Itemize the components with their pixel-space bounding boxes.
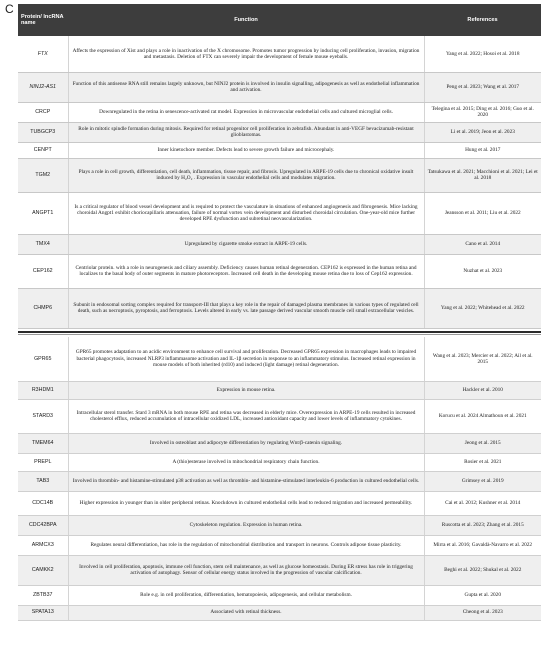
function-cell: Inner kinetochore member. Defects lead to severe growth failure and microcephaly. [68,142,424,158]
references-cell: Gupta et al. 2020 [424,585,541,605]
function-cell: Involved in osteoblast and adipocyte differentiation by regulating Wnt/β-catenin signaling. [68,433,424,453]
table-row [18,515,541,535]
gene-name-cell: CAMKK2 [18,555,68,585]
gene-name-cell: ARMCX3 [18,535,68,555]
function-cell: Cytoskeleton regulation. Expression in human retina. [68,515,424,535]
gene-name-cell: NINJ2-AS1 [18,72,68,102]
references-cell: Ruscotta et al. 2023; Zhang et al. 2015 [424,515,541,535]
gene-name-cell: ANGPT1 [18,192,68,234]
table-row [18,288,541,328]
function-cell: Involved in cell proliferation, apoptosis, immune cell function, stem cell maintenance, as well as glucose homeostasis. During ER stress has role in triggering activation of autophagy. Sensor of cellular energy status involved in the progression of vascular calcification. [68,555,424,585]
gene-function-table-2 [18,337,541,621]
gene-name-cell: GPR65 [18,337,68,381]
function-cell: Downregulated in the retina in senescence-activated rat model. Expression in microvascular endothelial cells and cultured microglial cells. [68,102,424,122]
gene-name-cell: CEP162 [18,254,68,288]
table-row [18,36,541,72]
references-cell: Jeansson et al. 2011; Liu et al. 2022 [424,192,541,234]
table-row [18,555,541,585]
gene-name-cell: ZBTB37 [18,585,68,605]
gene-name-cell: TMEM64 [18,433,68,453]
function-cell: Role in mitotic spindle formation during mitosis. Required for retinal progenitor cell proliferation in zebrafish. Abundant in anti-VEGF bevacizumab-resistant glioblastomas. [68,122,424,142]
table-row [18,585,541,605]
references-cell: Korucu et al. 2024 Almathoun et al. 2021 [424,399,541,433]
references-cell: Grimsey et al. 2019 [424,471,541,491]
references-cell: Tatsukawa et al. 2021; Macchioni et al. 2021; Lei et al. 2018 [424,158,541,192]
function-cell: A (thio)esterase involved in mitochondrial respiratory chain function. [68,453,424,471]
function-cell: Involved in thrombin- and histamine-stimulated p38 activation as well as thrombin- and histamine-stimulated interleukin-6 production in cultured endothelial cells. [68,471,424,491]
gene-name-cell: CENPT [18,142,68,158]
gene-name-cell: TAB3 [18,471,68,491]
table-2-top-rule-thin [18,334,541,335]
gene-name-cell: CHMP6 [18,288,68,328]
panel-label: C [5,2,14,16]
function-cell: Regulates neural differentiation, has role in the regulation of mitochondrial distribution and transport in neurons. Controls adipose tissue plasticity. [68,535,424,555]
gene-name-cell: STARD3 [18,399,68,433]
references-cell: Beghi et al. 2022; Shukal et al. 2022 [424,555,541,585]
table-row [18,337,541,381]
table-row [18,158,541,192]
references-cell: Jeong et al. 2015 [424,433,541,453]
table-row [18,381,541,399]
gene-name-cell: PREPL [18,453,68,471]
function-cell: Affects the expression of Xist and plays a role in inactivation of the X chromosome. Promotes tumor progression by inducing cell proliferation, invasion, migration and metastasis. Deletion of FTX can severely impair the development of female mouse eyeballs. [68,36,424,72]
header-name: Protein/ lncRNA name [18,4,68,36]
function-cell: Plays a role in cell growth, differentiation, cell death, inflammation, tissue repair, and fibrosis. Upregulated in ARPE-19 cells due to chronical oxidative insult induced by H₂O₂ . Expression in vascular endothelial cells and modulates migration. [68,158,424,192]
header-references: References [424,4,541,36]
gene-name-cell: R3HDM1 [18,381,68,399]
function-cell: Associated with retinal thickness. [68,605,424,620]
table-row [18,605,541,620]
table-row [18,433,541,453]
function-cell: GPR65 promotes adaptation to an acidic environment to enhance cell survival and proliferation. Decreased GPR65 expression in macrophages leads to impaired bacterial phagocytosis, increased NLRP3 inflammasome activation and IL-1β secretion in response to an inflammatory stimulus. Increased retinal expression in mouse models of both inherited (rd10) and induced (light damage) retinal degeneration. [68,337,424,381]
table-row [18,142,541,158]
gene-name-cell: FTX [18,36,68,72]
references-cell: Peng et al. 2023; Wang et al. 2017 [424,72,541,102]
references-cell: Cai et al. 2012; Kushner et al. 2014 [424,491,541,515]
table-header-row [18,4,541,36]
table-row [18,471,541,491]
function-cell: Subunit in endosomal sorting complex required for transport-III that plays a key role in the repair of damaged plasma membranes in various types of regulated cell death, such as necroptosis, pyroptosis, and ferroptosis. Levels altered in early vs. late passage derived vascular smooth muscle cell small extracellular vesicles. [68,288,424,328]
references-cell: Yang et al. 2022; Whitehead et al. 2022 [424,288,541,328]
references-cell: Wang et al. 2023; Mercier et al. 2022; Ail et al. 2015 [424,337,541,381]
table-row [18,192,541,234]
table-row [18,491,541,515]
gene-name-cell: TMX4 [18,234,68,254]
references-cell: Mirra et al. 2016; Gavaldà-Navarro et al. 2022 [424,535,541,555]
references-cell: Cheong et al. 2023 [424,605,541,620]
table-row [18,234,541,254]
function-cell: Higher expression in younger than in older peripheral retinas. Knockdown in cultured endothelial cells lead to reduced migration and increased permeability. [68,491,424,515]
gene-name-cell: TUBGCP3 [18,122,68,142]
table-row [18,102,541,122]
references-cell: Yang et al. 2022; Hosoi et al. 2018 [424,36,541,72]
header-function: Function [68,4,424,36]
table-row [18,122,541,142]
table-row [18,535,541,555]
function-cell: Role e.g. in cell proliferation, differentiation, hematopoiesis, adipogenesis, and cellular metabolism. [68,585,424,605]
function-cell: Expression in mouse retina. [68,381,424,399]
references-cell: Nuzhat et al. 2023 [424,254,541,288]
table-row [18,399,541,433]
table-row [18,453,541,471]
function-cell: Upregulated by cigarette smoke extract in ARPE-19 cells. [68,234,424,254]
gene-name-cell: CRCP [18,102,68,122]
function-cell: Centriolar protein. with a role in neurogenesis and ciliary assembly. Deficiency causes human retinal degeneration. CEP162 is expressed in the human retina and localizes to the basal body of outer segments in mature photoreceptors. Increased cell death in the developing mouse retina due to loss of Cep162 expression. [68,254,424,288]
references-cell: Li et al. 2019; Jeon et al. 2023 [424,122,541,142]
gene-name-cell: TGM2 [18,158,68,192]
references-cell: Rosier et al. 2021 [424,453,541,471]
gene-name-cell: SPATA13 [18,605,68,620]
references-cell: Hackler et al. 2010 [424,381,541,399]
gene-name-cell: CDC42BPA [18,515,68,535]
function-cell: Intracellular sterol transfer. Stard 3 mRNA in both mouse RPE and retina was decreased in elderly mice. Overexpression in ARPE-19 cells resulted in increased cholesterol efflux, reduced accumulation of intracellular oxidized LDL, increased antioxidant capacity and lower levels of inflammatory cytokines. [68,399,424,433]
gene-name-cell: CDC14B [18,491,68,515]
gene-function-table-1 [18,4,541,329]
table-row [18,254,541,288]
function-cell: Is a critical regulator of blood vessel development and is required to protect the vasculature in situations of enhanced angiogenesis and fibrogenesis. Mice lacking choroidal Angpt1 exhibit choriocapillaris attenuation, failure of normal vortex vein development and disturbed choroidal circulation. One-year-old mice further developed RPE dysfunction and subretinal neovascularization. [68,192,424,234]
references-cell: Cano et al. 2014 [424,234,541,254]
references-cell: Hung et al. 2017 [424,142,541,158]
references-cell: Telegina et al. 2015; Ding et al. 2016; Guo et al. 2020 [424,102,541,122]
table-2-top-rule [18,331,541,333]
function-cell: Function of this antisense RNA still remains largely unknown, but NINJ2 protein is involved in insulin signalling, adipogenesis as well as endothelial inflammation and activation. [68,72,424,102]
table-row [18,72,541,102]
